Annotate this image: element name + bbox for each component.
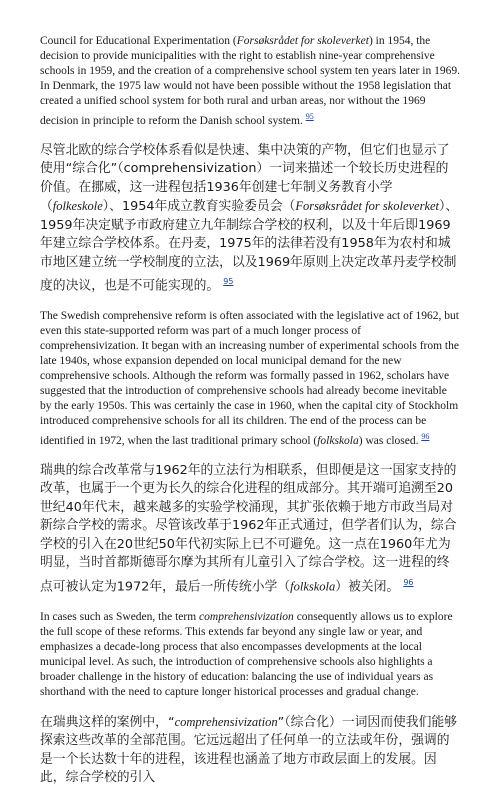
footnote-link[interactable]: 96 [403,577,414,587]
italic-term: folkeskole [52,199,103,214]
chinese-paragraph [40,462,460,597]
footnote-link[interactable]: 96 [421,432,430,442]
chinese-paragraph [40,142,460,296]
italic-term: comprehensivization [174,714,278,729]
paragraph-text: ”（综合化）一词因而使我们能够探索这些改革的全部范围。它远远超出了任何单一的立法或年份，强调的是一个长达数十年的进程，该进程也涵盖了地方市政层面上的发展。因此，综合学校的引入 [40,714,457,786]
paragraph-text: 尽管北欧的综合学校体系看似是快速、集中决策的产物，但它们也显示了使用“综合化”（comprehensivization）一词来描述一个较长历史进程的价值。在挪威，这一进程包括1936年创建七年制义务教育小学（ [40,142,450,215]
italic-term: Forsøksrådet for skoleverket [295,199,440,214]
english-paragraph [40,610,460,700]
paragraph-text: ) was closed. [358,434,419,447]
english-paragraph [40,309,460,449]
english-paragraph [40,34,460,129]
paragraph-text: Council for Educational Experimentation ( [40,35,237,47]
footnote-link[interactable]: 95 [223,277,234,287]
italic-term: folkskola [290,579,336,594]
paragraph-text: consequently allows us to explore the full scope of these reforms. This extends far beyond any single law or year, and emphasizes a decade-long process that also encompasses developments at the local municipal level. As such, the introduction of comprehensive schools also highlights a broader challenge in the history of education: balancing the use of individual years as shorthand with the need to capture longer historical processes and gradual change. [40,610,453,698]
paragraph-text: In cases such as Sweden, the term [40,610,200,623]
paragraph-text: ）、1959年决定赋予市政府建立九年制综合学校的权利，以及十年后即1969年建立综合学校体系。在丹麦，1975年的法律若没有1958年为农村和城市地区建立统一学校制度的立法，以及1969年原则上决定改革丹麦学校制度的决议，也是不可能实现的。 [40,199,459,294]
paragraph-text: 瑞典的综合改革常与1962年的立法行为相联系，但即便是这一国家支持的改革，也属于一个更为长久的综合化进程的组成部分。其开端可追溯至20世纪40年代末，越来越多的实验学校涌现，其扩张依赖于地方市政当局对新综合学校的需求。尽管该改革于1962年正式通过，但学者们认为，综合学校的引入在20世纪50年代初实际上已不可避免。这一点在1960年尤为明显，当时首都斯德哥尔摩为其所有儿童引入了综合学校。这一进程的终点可被认定为1972年，最后一所传统小学（ [40,462,457,595]
italic-term: folkskola [317,434,359,447]
footnote-link[interactable]: 95 [305,112,314,121]
paragraph-text: 在瑞典这样的案例中，“ [40,714,175,730]
paragraph-text: ）被关闭。 [335,579,400,595]
italic-term: Forsøksrådet for skoleverket [236,35,369,47]
chinese-paragraph [40,713,460,788]
paragraph-text: ）、1954年成立教育实验委员会（ [102,199,296,215]
paragraph-text: ) in 1954, the decision to provide municipalities with the right to establish nine-year comprehensive schools in 1959, and the creation of a comprehensive school system ten years later in 1969. In Denmark, the 1975 law would not have been possible without the 1958 legislation that created a unified school system for both rural and urban areas, nor without the 1969 decision in principle to reform the Danish school system. [40,35,460,127]
paragraph-text: The Swedish comprehensive reform is often associated with the legislative act of 1962, but even this state-supported reform was part of a much longer process of comprehensivization. It began with an increasing number of experimental schools from the late 1940s, whose expansion depended on local municipal demand for the new comprehensive schools. Although the reform was formally passed in 1962, scholars have suggested that the introduction of comprehensive schools had already become inevitable by the early 1950s. This was certainly the case in 1960, when the capital city of Stockholm introduced comprehensive schools for all its children. The end of the process can be identified in 1972, when the last traditional primary school ( [40,310,459,447]
italic-term: comprehensivization [199,610,294,623]
